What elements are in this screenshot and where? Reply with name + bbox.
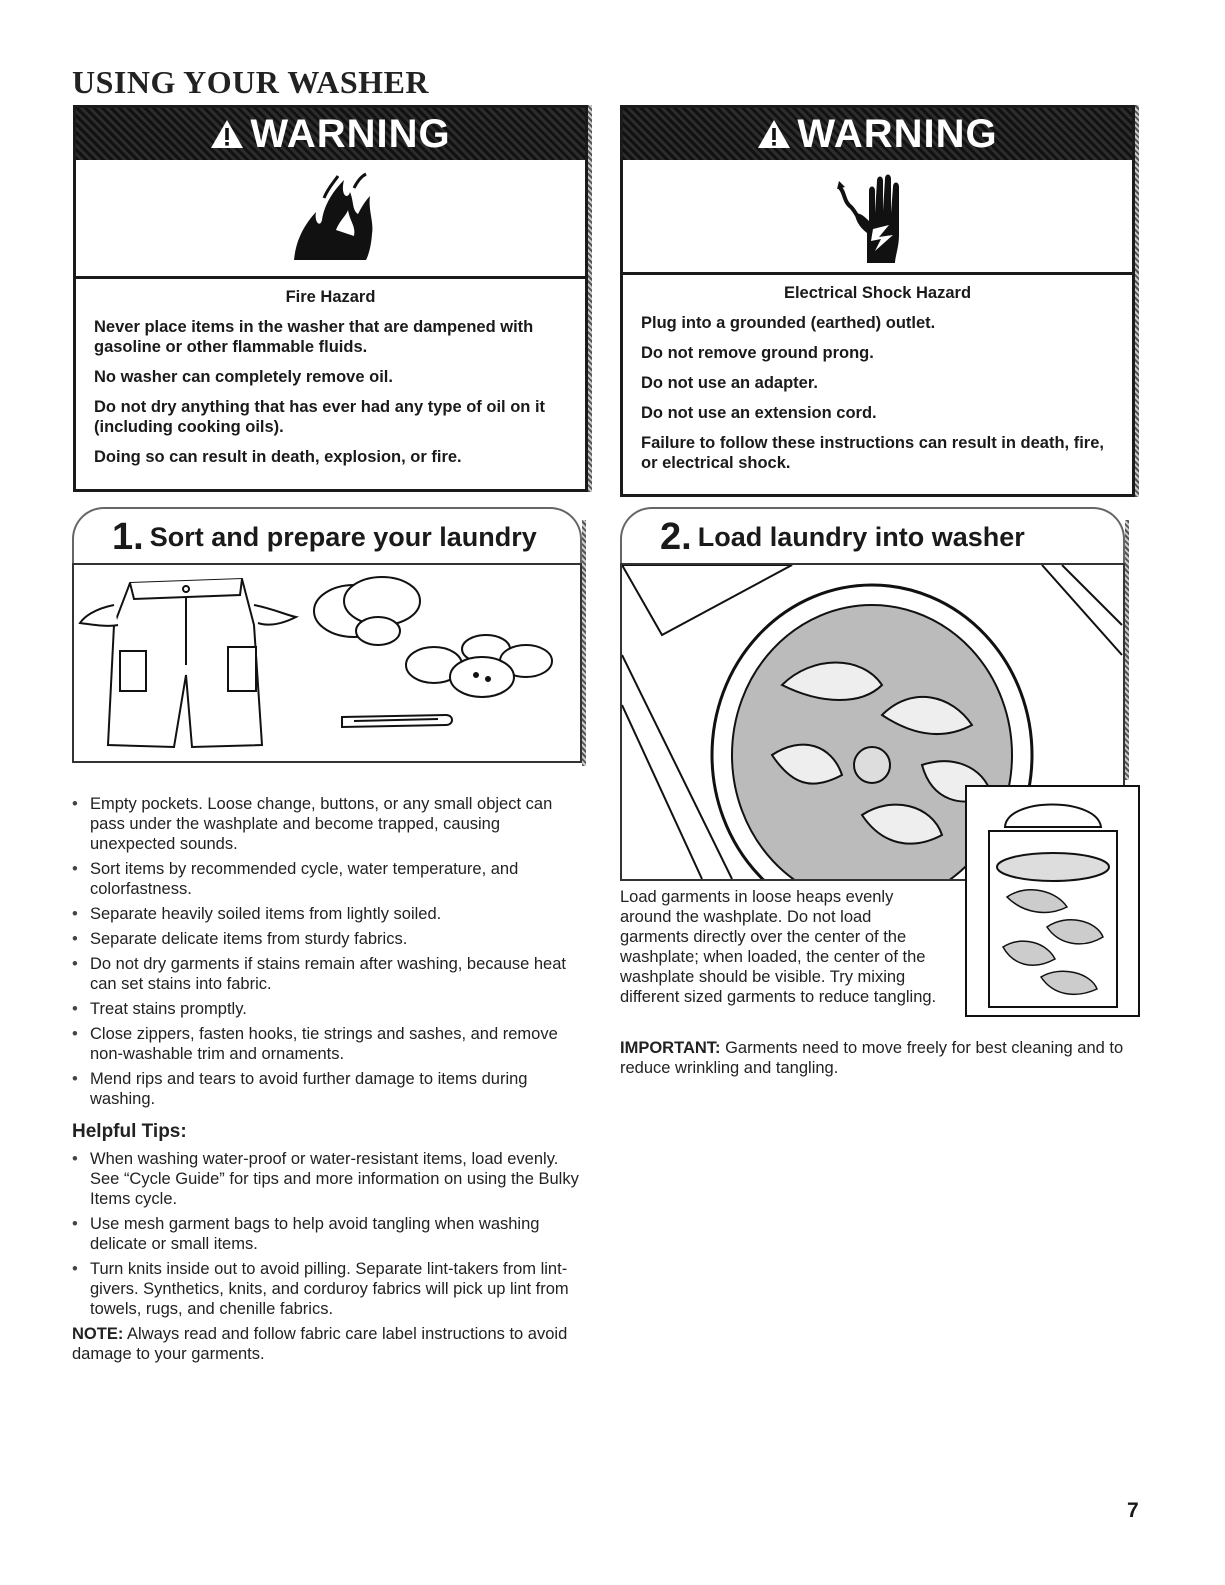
note-text: Always read and follow fabric care label instructions to avoid damage to your garments. [72,1325,568,1363]
coins-illustration [314,577,420,645]
shock-warning-line: Plug into a grounded (earthed) outlet. [641,314,936,332]
safety-pins-illustration [342,715,452,727]
list-item: • Turn knits inside out to avoid pilling. Separate lint-takers from lint-givers. Synthetics, knits, and corduroy fabrics will pick up lint from towels, rugs, and chenille fabrics. [72,1259,582,1319]
warning-header [76,108,585,160]
fire-warning-line: Doing so can result in death, explosion, or fire. [94,448,462,466]
list-item: • Empty pockets. Loose change, buttons, or any small object can pass under the washplate and become trapped, causing unexpected sounds. [72,794,582,854]
important-label: IMPORTANT: [620,1039,721,1057]
fire-warning-line: Do not dry anything that has ever had any type of oil on it (including cooking oils). [94,398,546,436]
list-item: • Close zippers, fasten hooks, tie strings and sashes, and remove non-washable trim and ornaments. [72,1024,582,1064]
step-title: Load laundry into washer [697,521,1025,552]
step1-heading [72,507,582,565]
warning-triangle-icon [210,119,244,149]
list-item: • When washing water-proof or water-resistant items, load evenly. See “Cycle Guide” for tips and more information on using the Bulky Items cycle. [72,1149,582,1209]
pants-illustration [80,579,296,747]
step-number: 1. [112,515,144,558]
step1-illustration [72,563,582,763]
list-item: • Separate heavily soiled items from lightly soiled. [72,904,582,924]
note-label: NOTE: [72,1325,124,1343]
warning-header [623,108,1132,160]
buttons-illustration [406,635,552,697]
step-number: 2. [660,515,692,558]
important-text: Garments need to move freely for best cleaning and to reduce wrinkling and tangling. [620,1039,1124,1077]
step2-heading [620,507,1125,565]
shock-hazard-heading: Electrical Shock Hazard [783,284,972,302]
fire-warning-box [73,105,588,492]
list-item: • Do not dry garments if stains remain after washing, because heat can set stains into fabric. [72,954,582,994]
shock-warning-line: Do not remove ground prong. [641,344,874,362]
fire-warning-line: Never place items in the washer that are dampened with gasoline or other flammable fluids. [94,318,534,356]
box-shadow [582,520,586,766]
note-paragraph [72,1324,582,1364]
load-instructions: Load garments in loose heaps evenly around the washplate. Do not load garments directly over the center of the washplate; when loaded, the center of the washplate should be visible. Try mixing different sized garments to reduce tangling. [620,888,937,1006]
tub-inset-illustration [965,785,1140,1017]
shock-warning-box [620,105,1135,497]
box-shadow [1125,520,1129,780]
step1-bullets [72,794,582,1364]
list-item: • Sort items by recommended cycle, water temperature, and colorfastness. [72,859,582,899]
warning-label: WARNING [797,111,998,156]
page-title: USING YOUR WASHER [72,64,430,100]
shock-warning-line: Failure to follow these instructions can result in death, fire, or electrical shock. [641,434,1104,472]
step-title: Sort and prepare your laundry [149,521,537,552]
shock-warning-line: Do not use an adapter. [641,374,818,392]
list-item: • Separate delicate items from sturdy fabrics. [72,929,582,949]
box-shadow [1135,105,1139,497]
fire-warning-line: No washer can completely remove oil. [94,368,393,386]
fire-hazard-heading: Fire Hazard [285,288,376,306]
helpful-tips-heading: Helpful Tips: [72,1121,187,1142]
fire-icon [76,160,585,279]
warning-triangle-icon [757,119,791,149]
electric-shock-hand-icon [623,160,1132,275]
shock-warning-line: Do not use an extension cord. [641,404,877,422]
list-item: • Use mesh garment bags to help avoid tangling when washing delicate or small items. [72,1214,582,1254]
page-number: 7 [1127,1499,1139,1522]
list-item: • Treat stains promptly. [72,999,582,1019]
important-paragraph [620,1038,1125,1078]
warning-label: WARNING [250,111,451,156]
box-shadow [588,105,592,492]
list-item: • Mend rips and tears to avoid further damage to items during washing. [72,1069,582,1109]
